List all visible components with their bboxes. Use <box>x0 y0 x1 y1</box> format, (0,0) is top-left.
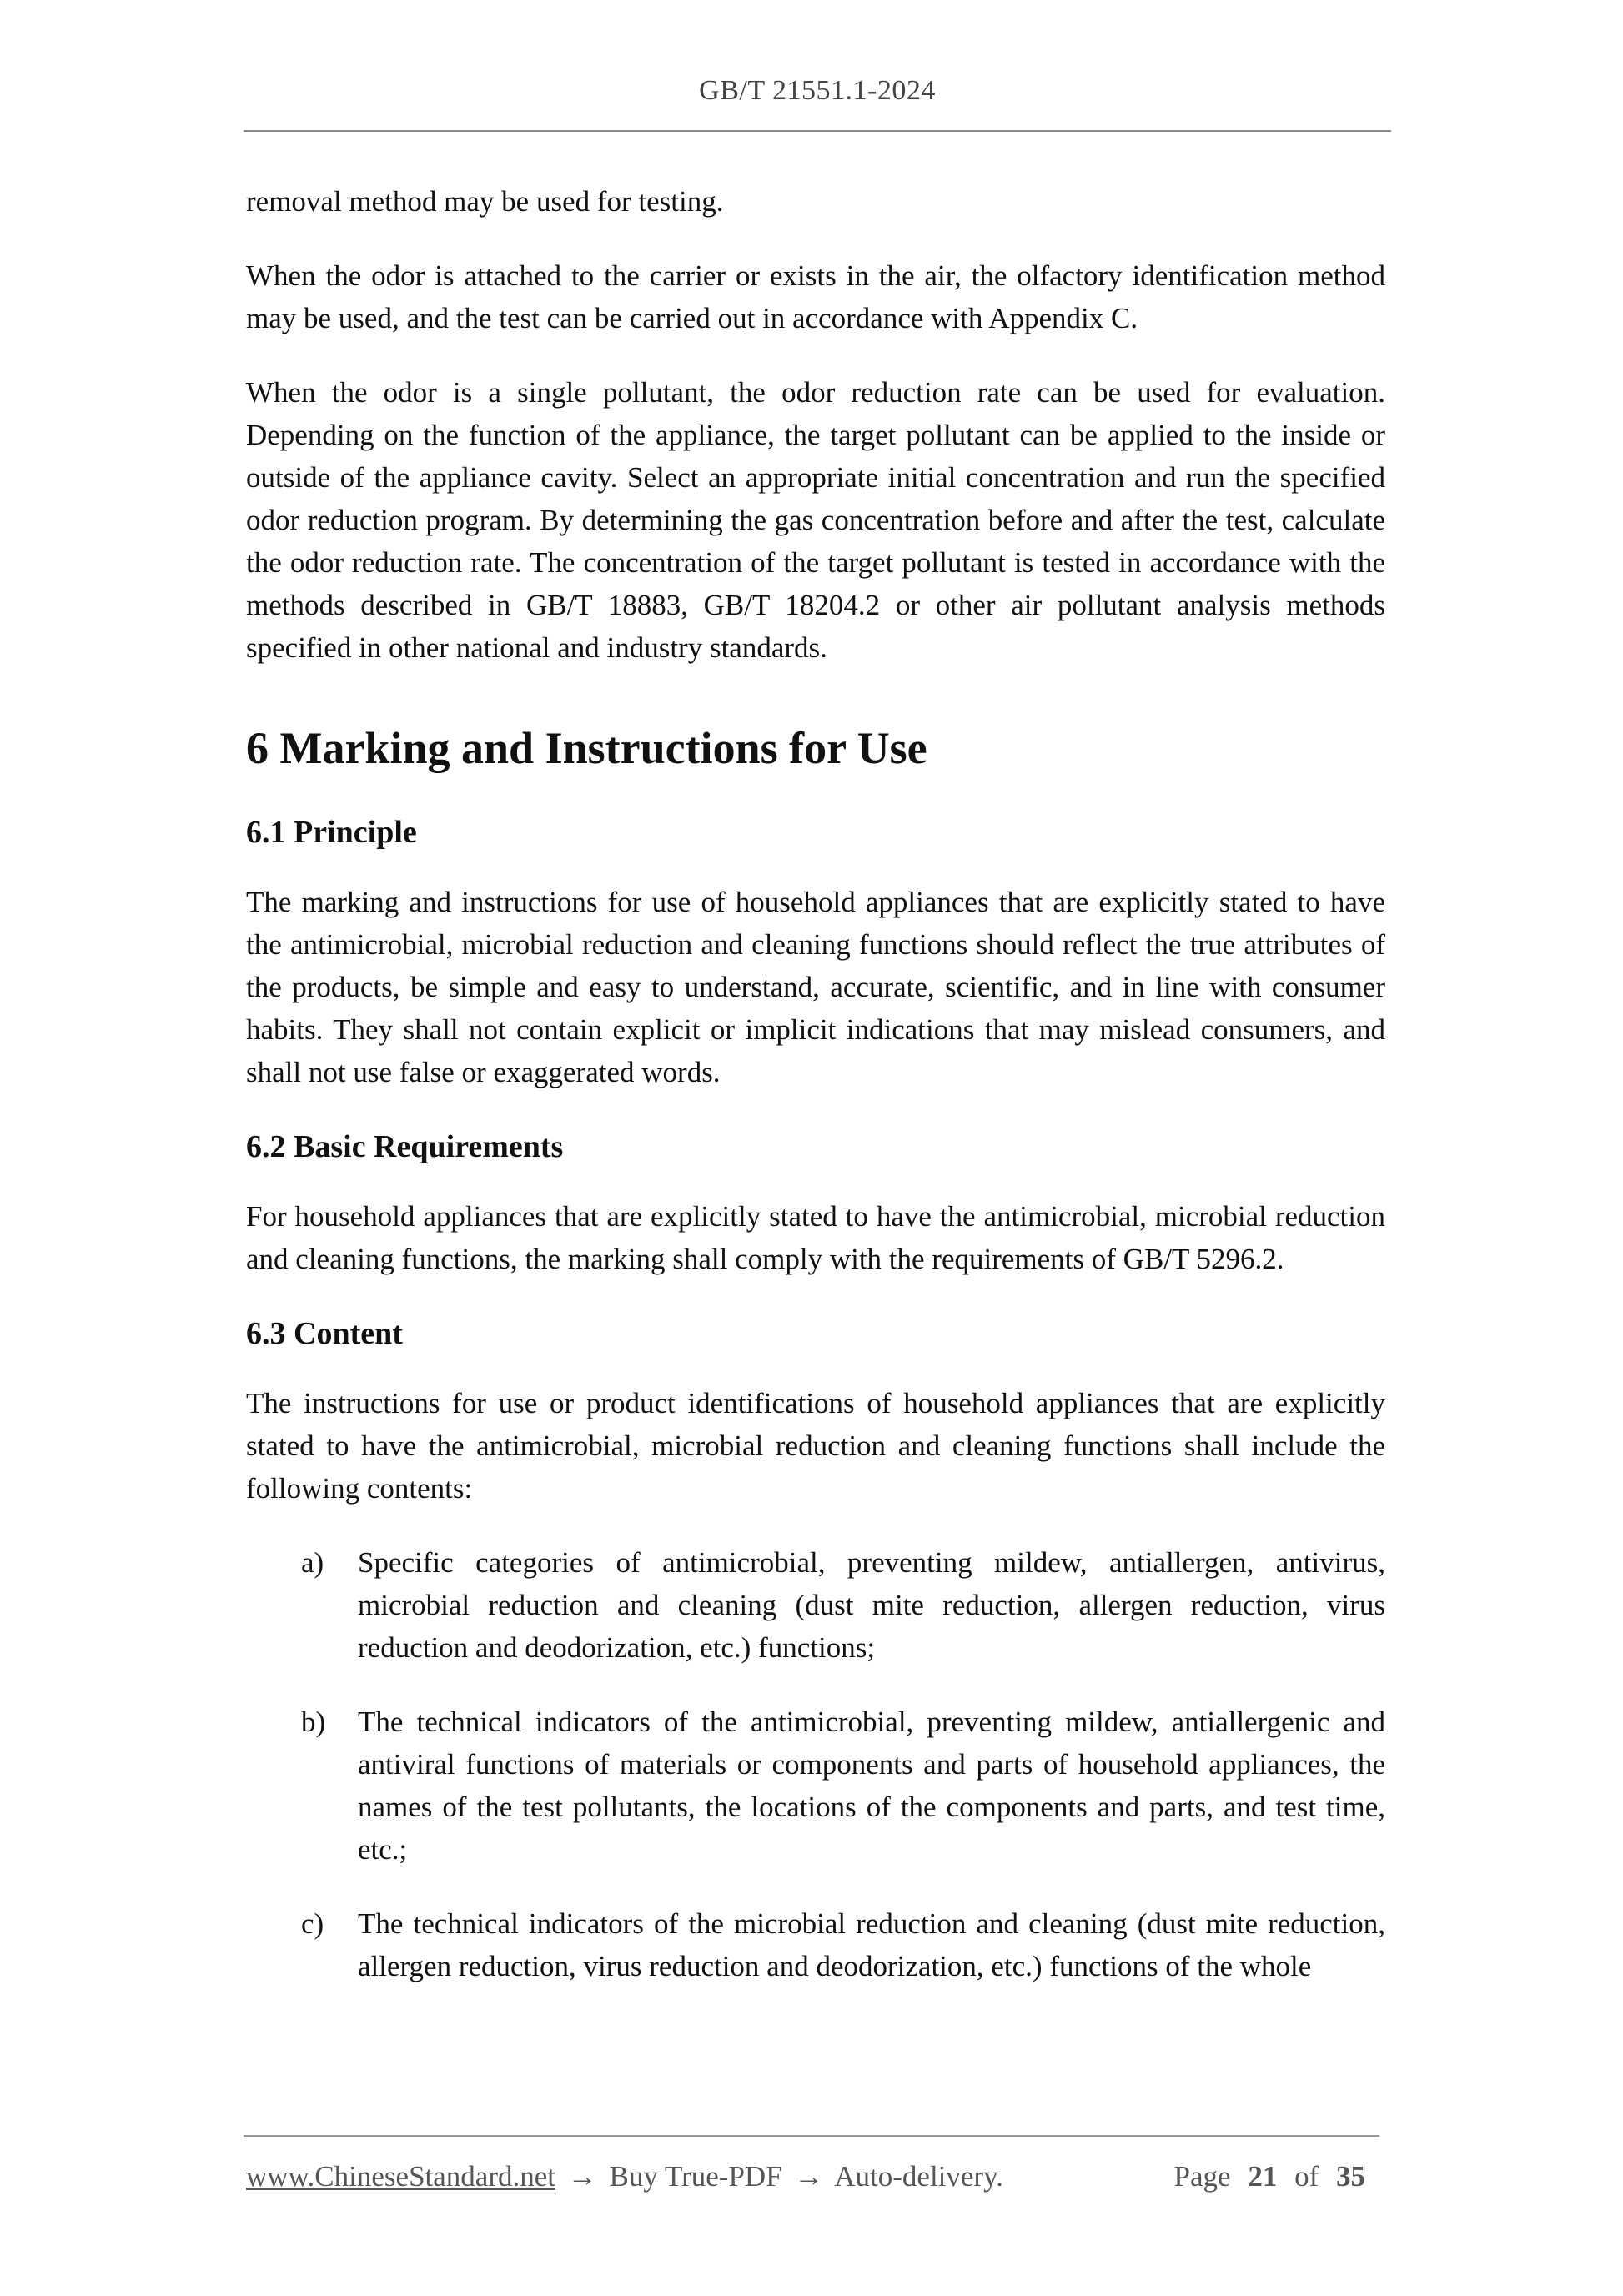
delivery-text: Auto-delivery. <box>834 2160 1004 2193</box>
page-total: 35 <box>1336 2160 1365 2193</box>
list-item-c <box>246 1902 1385 1987</box>
header-divider <box>244 130 1391 132</box>
section-6-2-heading: 6.2 Basic Requirements <box>246 1129 564 1164</box>
section-6-1-text: The marking and instructions for use of household appliances that are explicitly stated to have the antimicrobial, microbial reduction and cleaning functions should reflect the true attributes of the products, be simple and easy to understand, accurate, scientific, and in line with consumer habits. They shall not contain explicit or implicit indications that may mislead consumers, and shall not use false or exaggerated words. <box>246 886 1385 1088</box>
section-6-3-text: The instructions for use or product identifications of household appliances that are explicitly stated to have the antimicrobial, microbial reduction and cleaning functions shall include the following contents: <box>246 1387 1385 1505</box>
website-link[interactable]: www.ChineseStandard.net <box>246 2160 555 2193</box>
section-6-heading: 6 Marking and Instructions for Use <box>246 723 927 773</box>
section-6-3-heading: 6.3 Content <box>246 1316 403 1351</box>
arrow-right-icon: → <box>567 2160 597 2193</box>
page-footer <box>246 2160 1375 2193</box>
paragraph-continuation: removal method may be used for testing. <box>246 185 724 218</box>
list-item-a <box>246 1541 1385 1669</box>
list-item-text: The technical indicators of the microbial reduction and cleaning (dust mite reduction, allergen reduction, virus reduction and deodorization, etc.) functions of the whole <box>358 1907 1385 1982</box>
list-item-label: a) <box>301 1546 324 1579</box>
page-indicator <box>1174 2160 1375 2193</box>
list-item-b <box>246 1701 1385 1871</box>
footer-promo <box>246 2160 1003 2193</box>
page-of-label: of <box>1294 2160 1319 2193</box>
page-label: Page <box>1173 2160 1231 2193</box>
list-item-text: The technical indicators of the antimicrobial, preventing mildew, antiallergenic and antiviral functions of materials or components and parts of household appliances, the names of the test pollutants, the locations of the components and parts, and test time, etc.; <box>358 1706 1385 1866</box>
list-item-text: Specific categories of antimicrobial, preventing mildew, antiallergen, antivirus, microbial reduction and cleaning (dust mite reduction, allergen reduction, virus reduction and deodorization, etc.) functions; <box>358 1546 1385 1664</box>
buy-pdf-text: Buy True-PDF <box>609 2160 782 2193</box>
section-6-2-text: For household appliances that are explicitly stated to have the antimicrobial, microbial reduction and cleaning functions, the marking shall comply with the requirements of GB/T 5296.2. <box>246 1200 1385 1275</box>
paragraph-olfactory: When the odor is attached to the carrier or exists in the air, the olfactory identification method may be used, and the test can be carried out in accordance with Appendix C. <box>246 259 1385 334</box>
page-body <box>246 180 1385 2019</box>
paragraph-odor-reduction: When the odor is a single pollutant, the odor reduction rate can be used for evaluation. Depending on the function of the appliance, the target pollutant can be applied to the inside or outside of the appliance cavity. Select an appropriate initial concentration and run the specified odor reduction program. By determining the gas concentration before and after the test, calculate the odor reduction rate. The concentration of the target pollutant is tested in accordance with the methods described in GB/T 18883, GB/T 18204.2 or other air pollutant analysis methods specified in other national and industry standards. <box>246 376 1385 664</box>
list-item-label: b) <box>301 1706 326 1738</box>
arrow-right-icon: → <box>794 2160 824 2193</box>
list-item-label: c) <box>301 1907 324 1940</box>
section-6-1-heading: 6.1 Principle <box>246 815 417 850</box>
footer-divider <box>244 2135 1379 2137</box>
page-current: 21 <box>1248 2160 1278 2193</box>
document-header: GB/T 21551.1-2024 <box>699 75 936 106</box>
